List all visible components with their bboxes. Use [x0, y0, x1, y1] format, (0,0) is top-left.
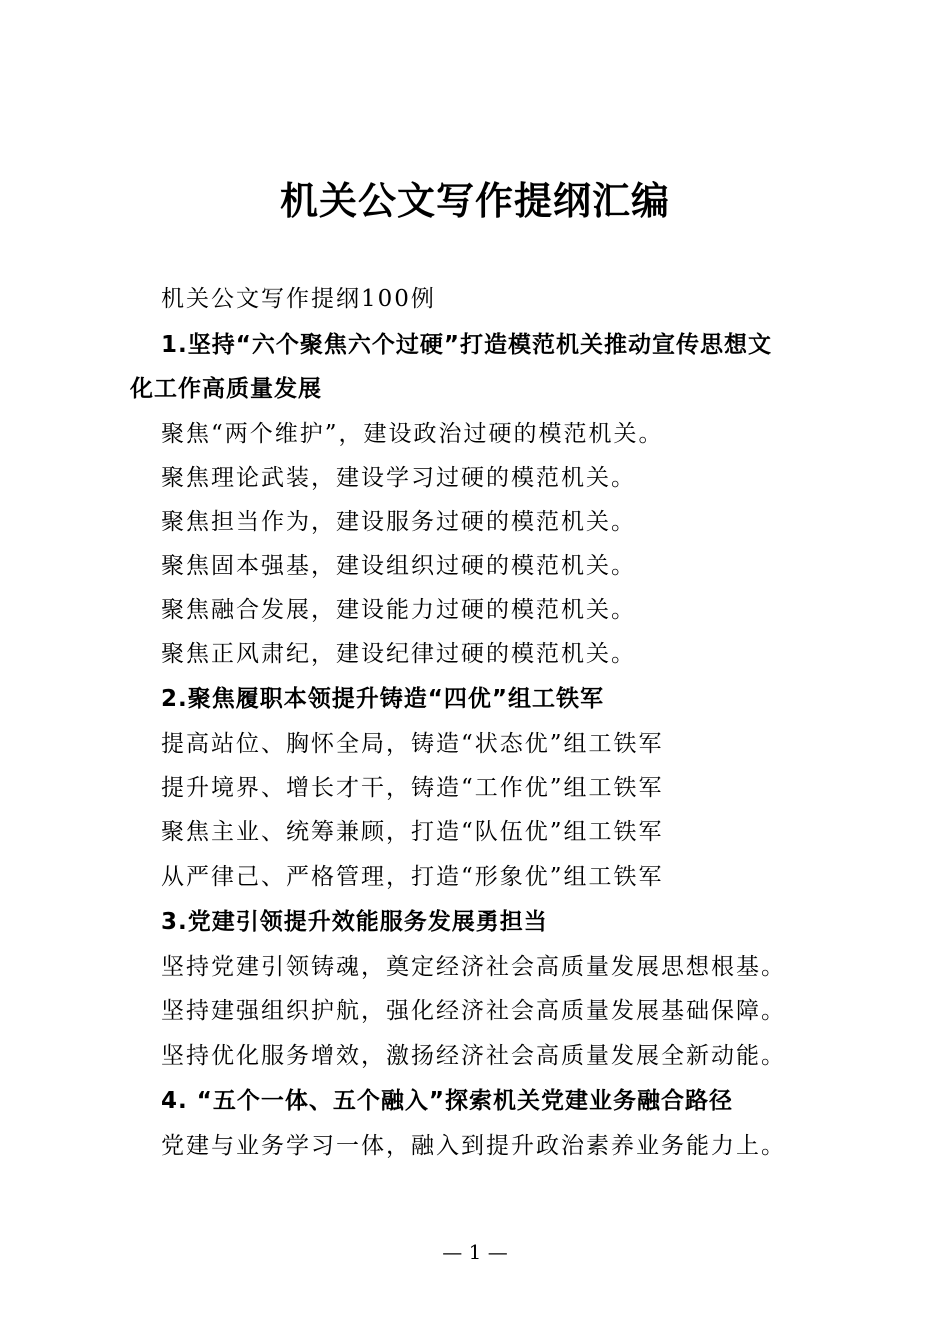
list-item: 聚焦主业、统筹兼顾，打造“队伍优”组工铁军	[161, 819, 664, 845]
section-heading: 4. “五个一体、五个融入”探索机关党建业务融合路径	[161, 1088, 733, 1114]
list-item: 从严律己、严格管理，打造“形象优”组工铁军	[161, 864, 664, 890]
list-item: 聚焦融合发展，建设能力过硬的模范机关。	[161, 597, 636, 623]
section-heading: 1.坚持“六个聚焦六个过硬”打造模范机关推动宣传思想文	[161, 332, 772, 358]
subtitle: 机关公文写作提纲100例	[161, 286, 436, 312]
list-item: 坚持建强组织护航，强化经济社会高质量发展基础保障。	[161, 998, 786, 1024]
page-number: — 1 —	[442, 1240, 508, 1264]
list-item: 提升境界、增长才干，铸造“工作优”组工铁军	[161, 775, 664, 801]
section-heading-continued: 化工作高质量发展	[130, 376, 322, 402]
section-heading: 2.聚焦履职本领提升铸造“四优”组工铁军	[161, 686, 604, 712]
list-item: 坚持党建引领铸魂，奠定经济社会高质量发展思想根基。	[161, 954, 786, 980]
page-title: 机关公文写作提纲汇编	[279, 179, 670, 223]
section-heading: 3.党建引领提升效能服务发展勇担当	[161, 909, 548, 935]
list-item: 聚焦担当作为，建设服务过硬的模范机关。	[161, 509, 636, 535]
list-item: 聚焦正风肃纪，建设纪律过硬的模范机关。	[161, 641, 636, 667]
list-item: 坚持优化服务增效，激扬经济社会高质量发展全新动能。	[161, 1043, 786, 1069]
list-item: 聚焦理论武装，建设学习过硬的模范机关。	[161, 465, 636, 491]
list-item: 聚焦“两个维护”，建设政治过硬的模范机关。	[161, 421, 664, 447]
list-item: 提高站位、胸怀全局，铸造“状态优”组工铁军	[161, 731, 664, 757]
list-item: 聚焦固本强基，建设组织过硬的模范机关。	[161, 553, 636, 579]
list-item: 党建与业务学习一体，融入到提升政治素养业务能力上。	[161, 1133, 786, 1159]
